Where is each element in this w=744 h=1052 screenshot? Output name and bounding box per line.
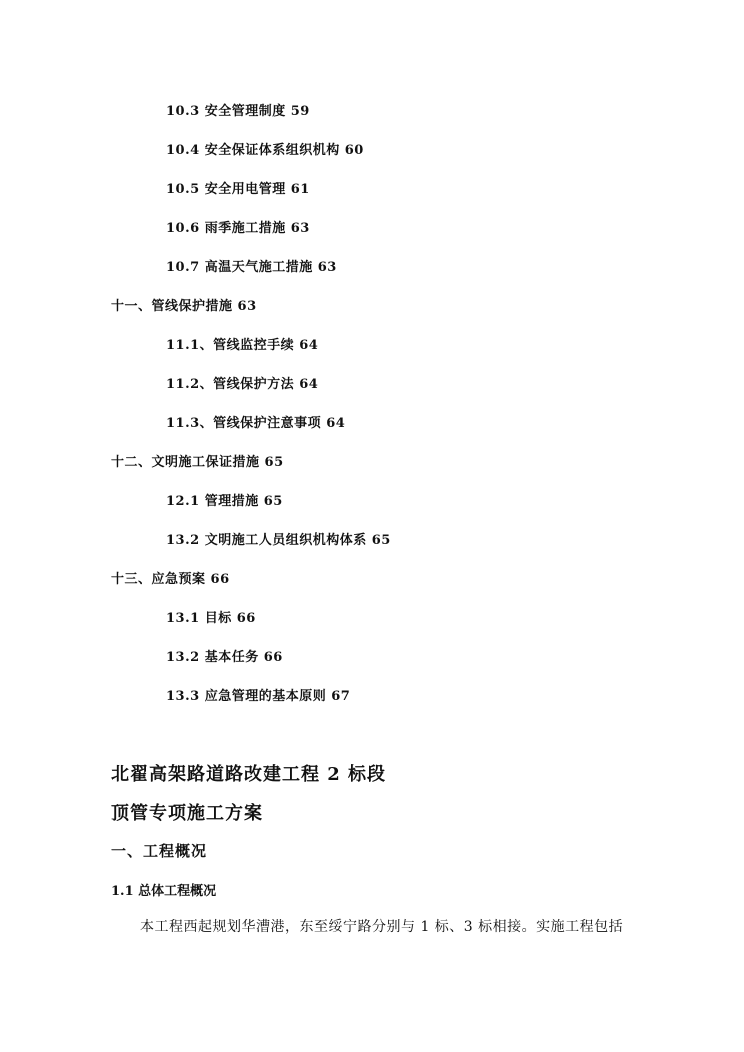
- toc-entry: 13.2 文明施工人员组织机构体系 65: [166, 533, 391, 548]
- toc-entry: 13.2 基本任务 66: [166, 650, 283, 665]
- toc-entry: 10.5 安全用电管理 61: [166, 182, 310, 197]
- toc-entry: 10.3 安全管理制度 59: [166, 104, 310, 119]
- toc-entry: 12.1 管理措施 65: [166, 494, 283, 509]
- toc-entry: 13.1 目标 66: [166, 611, 256, 626]
- body-paragraph: 本工程西起规划华漕港，东至绥宁路分别与 1 标、3 标相接。实施工程包括: [140, 919, 624, 935]
- toc-entry: 11.1、管线监控手续 64: [166, 338, 319, 353]
- toc-entry: 11.2、管线保护方法 64: [166, 377, 319, 392]
- toc-entry: 13.3 应急管理的基本原则 67: [166, 689, 351, 704]
- toc-entry: 10.7 高温天气施工措施 63: [166, 260, 337, 275]
- toc-entry: 十三、应急预案 66: [111, 572, 230, 587]
- toc-entry: 十一、管线保护措施 63: [111, 299, 257, 314]
- section-heading: 一、工程概况: [111, 842, 208, 860]
- toc-entry: 十二、文明施工保证措施 65: [111, 455, 284, 470]
- document-title-line-1: 北翟高架路道路改建工程 2 标段: [111, 764, 387, 785]
- document-title-line-2: 顶管专项施工方案: [111, 803, 263, 824]
- toc-entry: 10.6 雨季施工措施 63: [166, 221, 310, 236]
- toc-entry: 10.4 安全保证体系组织机构 60: [166, 143, 364, 158]
- subsection-heading: 1.1 总体工程概况: [111, 884, 217, 899]
- toc-entry: 11.3、管线保护注意事项 64: [166, 416, 346, 431]
